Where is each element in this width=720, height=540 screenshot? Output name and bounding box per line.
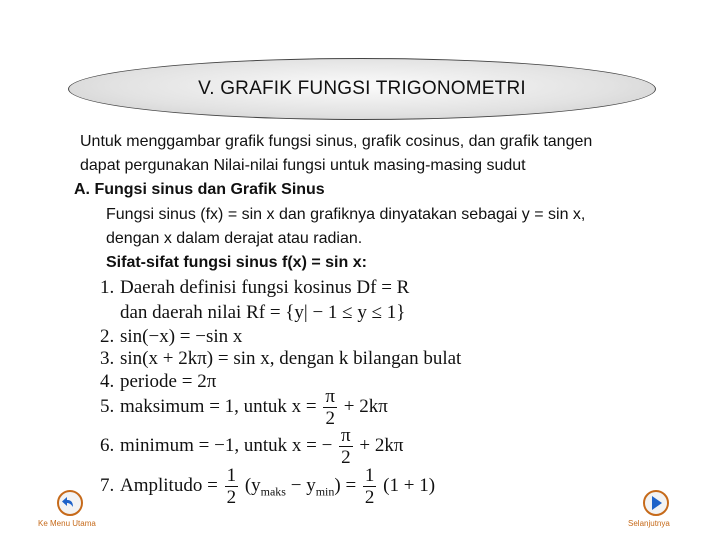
- property-7: [100, 465, 435, 508]
- property-1-line-2: dan daerah nilai Rf = {y| − 1 ≤ y ≤ 1}: [120, 302, 406, 323]
- back-to-menu-label[interactable]: Ke Menu Utama: [38, 519, 96, 528]
- property-6-post: + 2kπ: [359, 434, 404, 456]
- property-6-number: 6.: [100, 434, 115, 456]
- property-6-pre: minimum = −1, untuk x = −: [120, 434, 333, 456]
- property-3-number: 3.: [100, 348, 115, 369]
- property-7-f1-numerator: 1: [226, 465, 237, 486]
- property-7-f2-denominator: 2: [364, 487, 375, 508]
- section-a-heading: A. Fungsi sinus dan Grafik Sinus: [74, 181, 325, 198]
- property-7-min-subscript: min: [315, 484, 335, 499]
- property-3-text: sin(x + 2kπ) = sin x, dengan k bilangan bulat: [120, 348, 462, 369]
- property-1-line-1: [100, 277, 409, 299]
- properties-heading: Sifat-sifat fungsi sinus f(x) = sin x:: [106, 254, 367, 271]
- next-button[interactable]: [643, 490, 669, 516]
- property-2-number: 2.: [100, 326, 115, 347]
- play-next-icon: [645, 492, 667, 514]
- property-7-minus: − y: [285, 474, 316, 496]
- property-7-number: 7.: [100, 474, 115, 496]
- property-4-text: periode = 2π: [120, 371, 217, 392]
- property-5-post: + 2kπ: [343, 395, 388, 417]
- property-7-y-open: (y: [244, 474, 261, 496]
- property-7-fraction-1: [225, 465, 239, 508]
- property-1-text: Daerah definisi fungsi kosinus Df = R: [120, 277, 410, 298]
- property-6-fraction: [339, 425, 353, 468]
- page-title: V. GRAFIK FUNGSI TRIGONOMETRI: [198, 78, 526, 99]
- section-a-desc-2: dengan x dalam derajat atau radian.: [106, 230, 363, 247]
- property-3: [100, 348, 461, 370]
- property-7-post: (1 + 1): [383, 474, 436, 496]
- property-2-text: sin(−x) = −sin x: [120, 326, 243, 347]
- property-7-fraction-2: [363, 465, 377, 508]
- property-1-number: 1.: [100, 277, 115, 298]
- next-label[interactable]: Selanjutnya: [628, 519, 670, 528]
- property-7-pre: Amplitudo =: [120, 474, 218, 496]
- back-to-menu-button[interactable]: [57, 490, 83, 516]
- property-6-numerator: π: [341, 425, 351, 446]
- intro-line-1: Untuk menggambar grafik fungsi sinus, grafik cosinus, dan grafik tangen: [80, 133, 593, 150]
- title-banner: [68, 58, 656, 120]
- property-6-denominator: 2: [341, 447, 351, 468]
- property-7-max-subscript: maks: [260, 484, 286, 499]
- section-a-desc-1: Fungsi sinus (fx) = sin x dan grafiknya dinyatakan sebagai y = sin x,: [106, 206, 586, 223]
- property-4-number: 4.: [100, 371, 115, 392]
- property-7-f1-denominator: 2: [226, 487, 237, 508]
- property-5-denominator: 2: [325, 408, 335, 429]
- property-7-close: ) =: [334, 474, 357, 496]
- arrow-back-icon: [59, 492, 81, 514]
- property-7-f2-numerator: 1: [364, 465, 375, 486]
- property-5-fraction: [323, 386, 337, 429]
- property-5-numerator: π: [325, 386, 335, 407]
- property-5: [100, 386, 388, 429]
- intro-line-2: dapat pergunakan Nilai-nilai fungsi untuk masing-masing sudut: [80, 157, 526, 174]
- property-6: [100, 425, 403, 468]
- property-5-number: 5.: [100, 395, 115, 417]
- property-5-pre: maksimum = 1, untuk x =: [120, 395, 317, 417]
- property-2: [100, 326, 242, 348]
